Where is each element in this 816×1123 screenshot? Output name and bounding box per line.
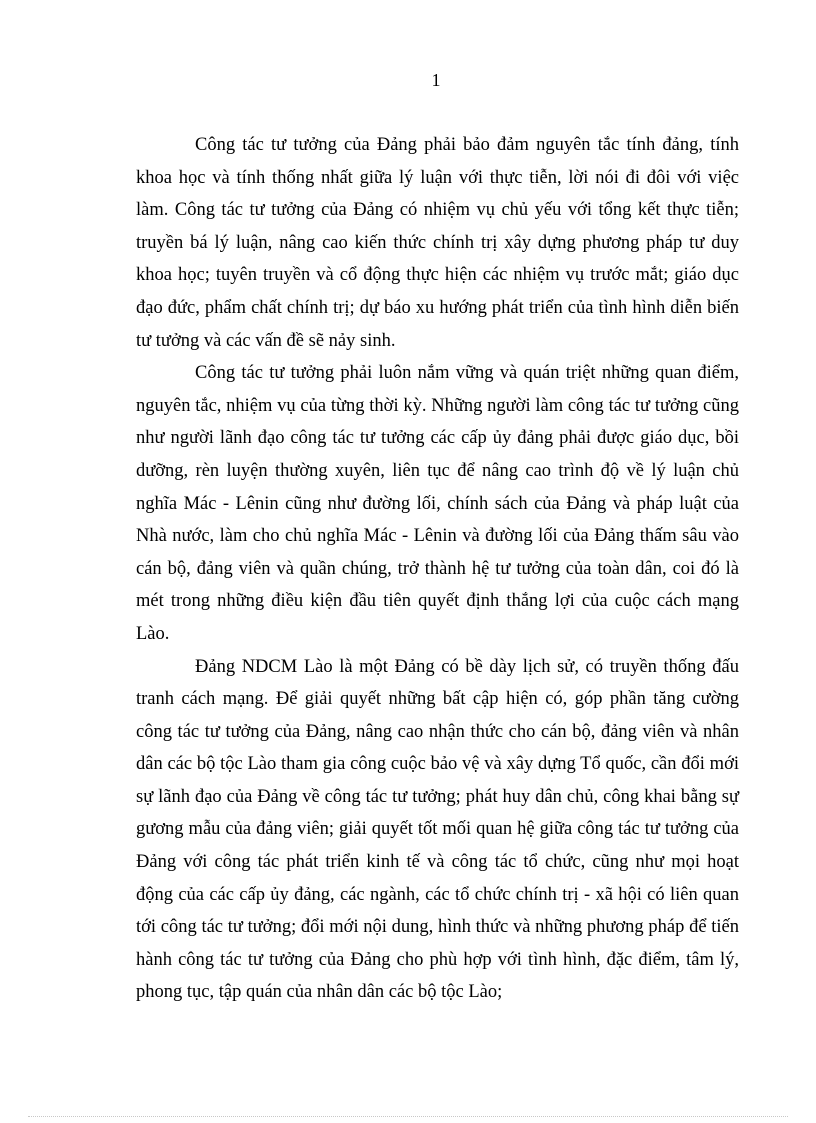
document-body xyxy=(136,129,739,1009)
paragraph-1: Công tác tư tưởng của Đảng phải bảo đảm nguyên tắc tính đảng, tính khoa học và tính thống nhất giữa lý luận với thực tiễn, lời nói đi đôi với việc làm. Công tác tư tưởng của Đảng có nhiệm vụ chủ yếu với tổng kết thực tiễn; truyền bá lý luận, nâng cao kiến thức chính trị xây dựng phương pháp tư duy khoa học; tuyên truyền và cổ động thực hiện các nhiệm vụ trước mắt; giáo dục đạo đức, phẩm chất chính trị; dự báo xu hướng phát triển của tình hình diễn biến tư tưởng và các vấn đề sẽ nảy sinh. xyxy=(136,135,739,351)
page-number: 1 xyxy=(431,70,441,90)
paragraph-2: Công tác tư tưởng phải luôn nắm vững và quán triệt những quan điểm, nguyên tắc, nhiệm vụ của từng thời kỳ. Những người làm công tác tư tưởng cũng như người lãnh đạo công tác tư tưởng các cấp ủy đảng phải được giáo dục, bồi dưỡng, rèn luyện thường xuyên, liên tục để nâng cao trình độ về lý luận chủ nghĩa Mác - Lênin cũng như đường lối, chính sách của Đảng và pháp luật của Nhà nước, làm cho chủ nghĩa Mác - Lênin và đường lối của Đảng thấm sâu vào cán bộ, đảng viên và quần chúng, trở thành hệ tư tưởng của toàn dân, coi đó là mét trong những điều kiện đầu tiên quyết định thắng lợi của cuộc cách mạng Lào. xyxy=(136,363,739,644)
page-bottom-divider xyxy=(28,1116,788,1117)
paragraph-3: Đảng NDCM Lào là một Đảng có bề dày lịch sử, có truyền thống đấu tranh cách mạng. Để giải quyết những bất cập hiện có, góp phần tăng cường công tác tư tưởng của Đảng, nâng cao nhận thức cho cán bộ, đảng viên và nhân dân các bộ tộc Lào tham gia công cuộc bảo vệ và xây dựng Tổ quốc, cần đổi mới sự lãnh đạo của Đảng về công tác tư tưởng; phát huy dân chủ, công khai bằng sự gương mẫu của đảng viên; giải quyết tốt mối quan hệ giữa công tác tư tưởng của Đảng với công tác phát triển kinh tế và công tác tổ chức, cũng như mọi hoạt động của các cấp ủy đảng, các ngành, các tổ chức chính trị - xã hội có liên quan tới công tác tư tưởng; đổi mới nội dung, hình thức và những phương pháp để tiến hành công tác tư tưởng của Đảng cho phù hợp với tình hình, đặc điểm, tâm lý, phong tục, tập quán của nhân dân các bộ tộc Lào; xyxy=(136,656,739,1003)
